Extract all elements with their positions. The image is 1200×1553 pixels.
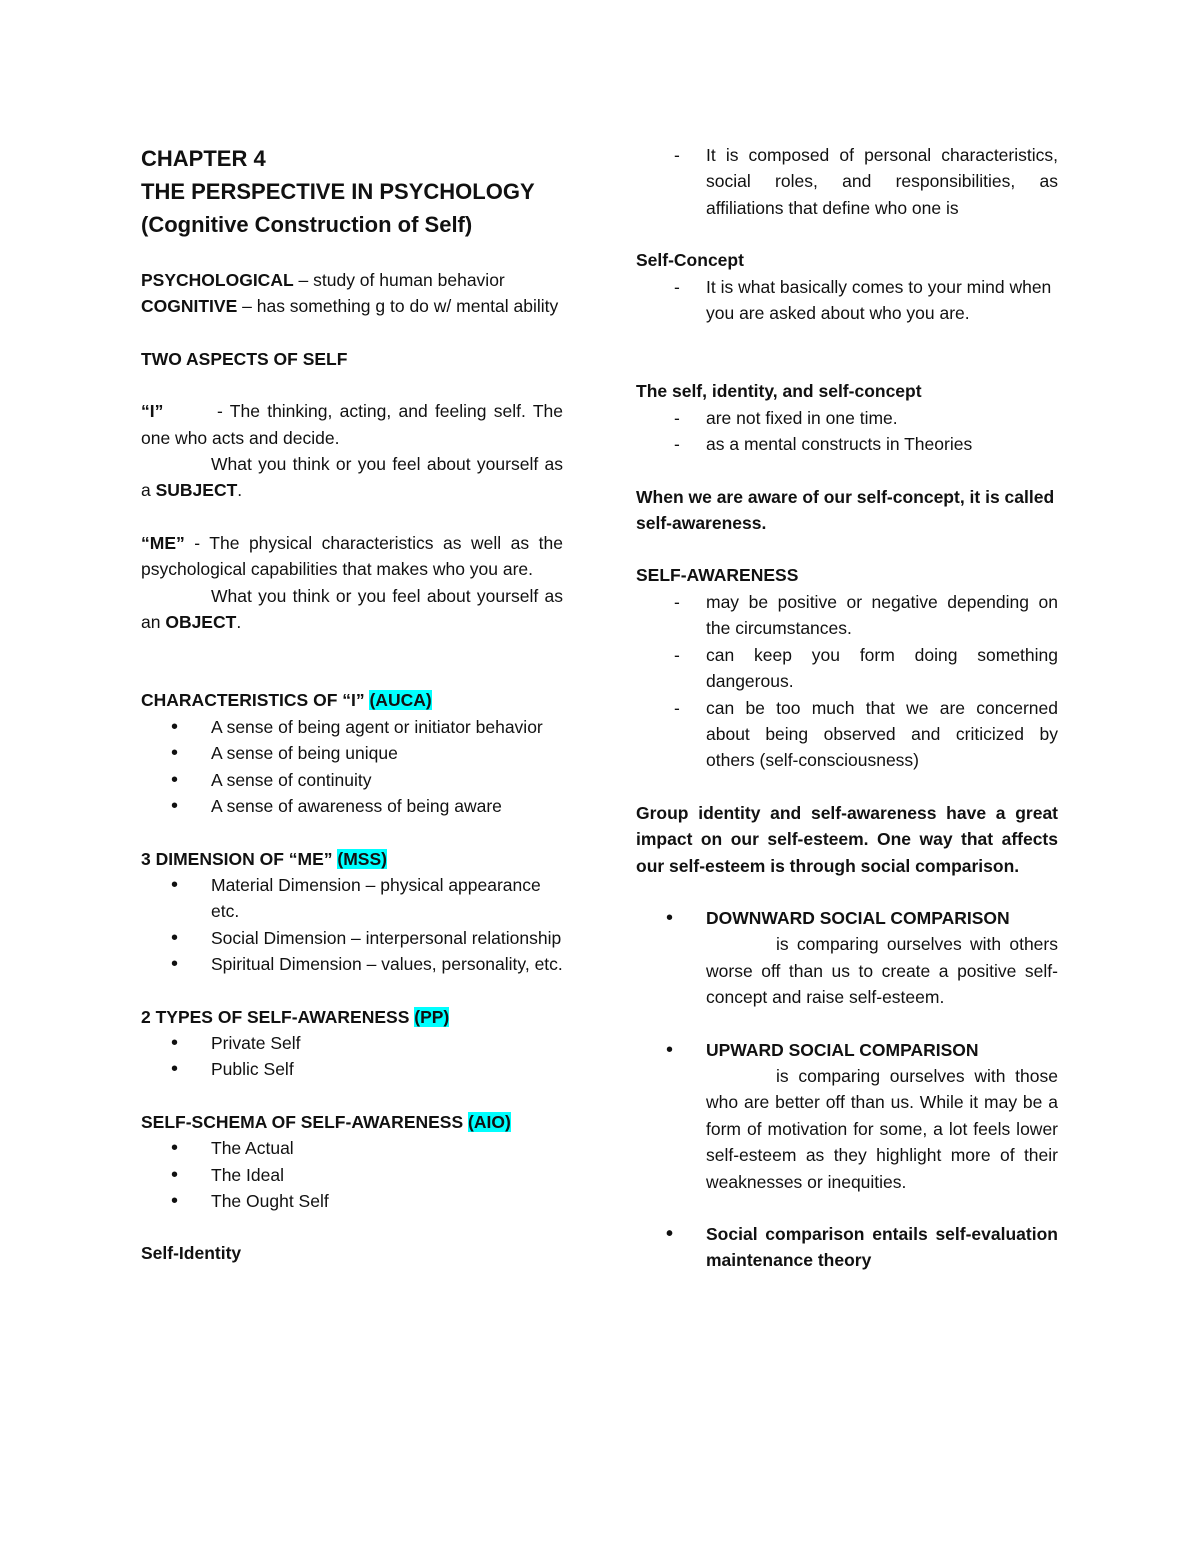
i-aspect-text: “I” - The thinking, acting, and feeling self. The one who acts and decide.	[141, 401, 563, 448]
comparison-text: is comparing ourselves with others worse off than us to create a positive self-concept and raise self-esteem.	[706, 934, 1058, 1008]
acronym-highlight: (AIO)	[468, 1111, 511, 1132]
group-identity-statement: Group identity and self-awareness have a great impact on our self-esteem. One way that affects our self-esteem is through social comparison.	[636, 802, 1058, 876]
comparison-list	[636, 905, 1058, 1011]
list-item: • The Ideal	[141, 1162, 563, 1188]
awareness-statement: When we are aware of our self-concept, it is called self-awareness.	[636, 486, 1055, 534]
types-list	[141, 1030, 563, 1083]
self-concept-list	[636, 274, 1058, 327]
right-column	[636, 142, 1058, 1274]
acronym-highlight: (AUCA)	[369, 690, 432, 711]
list-item: • Spiritual Dimension – values, personality, etc.	[141, 951, 563, 977]
definition-cognitive: COGNITIVE – has something g to do w/ mental ability	[141, 296, 559, 317]
comparison-list	[636, 1037, 1058, 1195]
list-item: - It is what basically comes to your mind when you are asked about who you are.	[636, 274, 1058, 327]
characteristics-heading: CHARACTERISTICS OF “I” (AUCA)	[141, 690, 432, 711]
list-item: • A sense of being unique	[141, 740, 563, 766]
acronym-highlight: (PP)	[414, 1006, 450, 1027]
final-list	[636, 1221, 1058, 1274]
comparison-heading: UPWARD SOCIAL COMPARISON	[706, 1039, 979, 1060]
list-item: • A sense of being agent or initiator behavior	[141, 714, 563, 740]
list-item: • Social Dimension – interpersonal relationship	[141, 925, 563, 951]
list-item: - as a mental constructs in Theories	[636, 431, 1058, 457]
list-item	[636, 905, 1058, 1011]
me-aspect-text: “ME” - The physical characteristics as well as the psychological capabilities that makes who you are.	[141, 532, 563, 580]
me-aspect-detail: What you think or you feel about yourself as an OBJECT.	[141, 585, 563, 633]
schema-list	[141, 1135, 563, 1214]
list-item: - may be positive or negative depending on the circumstances.	[636, 589, 1058, 642]
dimensions-heading: 3 DIMENSION OF “ME” (MSS)	[141, 848, 387, 869]
list-item: • Private Self	[141, 1030, 563, 1056]
list-item: - can be too much that we are concerned about being observed and criticized by others (self-consciousness)	[636, 695, 1058, 774]
two-aspects-heading: TWO ASPECTS OF SELF	[141, 348, 348, 369]
list-item: - can keep you form doing something dangerous.	[636, 642, 1058, 695]
list-item: - It is composed of personal characteristics, social roles, and responsibilities, as affiliations that define who one is	[636, 142, 1058, 221]
types-heading: 2 TYPES OF SELF-AWARENESS (PP)	[141, 1006, 450, 1027]
self-concept-heading: Self-Concept	[636, 250, 744, 271]
chapter-title-line: CHAPTER 4	[141, 146, 266, 171]
list-item: • A sense of awareness of being aware	[141, 793, 563, 819]
comparison-text: is comparing ourselves with those who are better off than us. While it may be a form of motivation for some, a lot feels lower self-esteem as they highlight more of their weaknesses or inequities.	[706, 1065, 1058, 1192]
constructs-list	[636, 405, 1058, 458]
constructs-heading: The self, identity, and self-concept	[636, 381, 922, 402]
list-item: • A sense of continuity	[141, 767, 563, 793]
list-item: - are not fixed in one time.	[636, 405, 1058, 431]
identity-list	[636, 142, 1058, 221]
definition-psychological: PSYCHOLOGICAL – study of human behavior	[141, 270, 505, 290]
characteristics-list	[141, 714, 563, 820]
left-column	[141, 142, 563, 1267]
self-identity-heading: Self-Identity	[141, 1243, 242, 1264]
chapter-title-line: (Cognitive Construction of Self)	[141, 212, 473, 237]
list-item: • Material Dimension – physical appearance etc.	[141, 872, 563, 925]
list-item: • Social comparison entails self-evaluation maintenance theory	[636, 1221, 1058, 1274]
self-awareness-list	[636, 589, 1058, 774]
list-item: • Public Self	[141, 1056, 563, 1082]
list-item	[636, 1037, 1058, 1195]
list-item: • The Ought Self	[141, 1188, 563, 1214]
i-aspect-detail: What you think or you feel about yourself as a SUBJECT.	[141, 454, 563, 501]
comparison-heading: DOWNWARD SOCIAL COMPARISON	[706, 907, 1010, 928]
schema-heading: SELF-SCHEMA OF SELF-AWARENESS (AIO)	[141, 1111, 511, 1132]
list-item: • The Actual	[141, 1135, 563, 1161]
self-awareness-heading: SELF-AWARENESS	[636, 565, 799, 586]
dimensions-list	[141, 872, 563, 978]
chapter-title-line: THE PERSPECTIVE IN PSYCHOLOGY	[141, 179, 535, 204]
acronym-highlight: (MSS)	[337, 848, 387, 869]
